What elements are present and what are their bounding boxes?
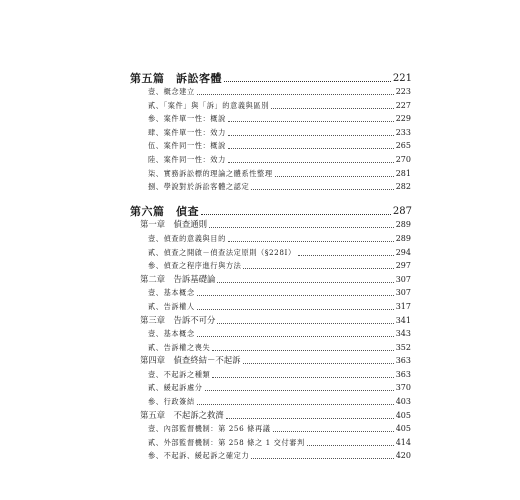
dot-leader [228, 240, 394, 242]
toc-section-entry [0, 381, 411, 395]
toc-chapter-entry [0, 272, 411, 286]
dot-leader [251, 188, 393, 190]
toc-section-entry [0, 231, 411, 245]
dot-leader [205, 389, 394, 391]
toc-chapter-entry [0, 354, 411, 368]
dot-leader [209, 226, 394, 228]
toc-chapter-entry-title: 第四章 偵查終結－不起訴 [140, 355, 241, 366]
dot-leader [197, 308, 394, 310]
table-of-contents [0, 66, 520, 462]
dot-leader [251, 457, 393, 459]
toc-section-entry-title: 參、偵查之程序進行與方法 [148, 261, 242, 271]
toc-part-heading-page-number: 221 [392, 72, 412, 84]
toc-chapter-entry-page-number: 307 [395, 274, 411, 284]
toc-section-entry [0, 245, 411, 259]
toc-chapter-entry-page-number: 405 [395, 410, 411, 420]
dot-leader [212, 349, 393, 351]
toc-section-entry [0, 367, 411, 381]
toc-section-entry [0, 85, 411, 99]
toc-section-entry [0, 180, 411, 194]
toc-chapter-entry-page-number: 289 [395, 220, 411, 230]
toc-part-heading-title: 第五篇 訴訟客體 [130, 71, 222, 85]
toc-chapter-entry-page-number: 341 [395, 315, 411, 325]
toc-section-entry-title: 陸、案件同一性：效力 [148, 155, 226, 165]
toc-section-entry-title: 壹、基本概念 [148, 288, 195, 298]
toc-chapter-entry-page-number: 363 [395, 356, 411, 366]
toc-section-entry-page-number: 414 [395, 437, 411, 447]
toc-section-entry [0, 449, 411, 463]
dot-leader [275, 175, 394, 177]
dot-leader [197, 403, 394, 405]
toc-part-heading-title: 第六篇 偵查 [130, 204, 199, 218]
toc-section-entry-page-number: 227 [395, 100, 411, 110]
dot-leader [197, 294, 394, 296]
toc-section-entry-page-number: 281 [395, 168, 411, 178]
toc-section-entry-title: 柒、實務訴訟標的理論之體系性整理 [148, 168, 273, 178]
dot-leader [212, 376, 393, 378]
toc-section-entry-title: 壹、概念建立 [148, 87, 195, 97]
toc-section-entry-title: 壹、基本概念 [148, 329, 195, 339]
toc-section-entry-title: 貳、「案件」與「訴」的意義與區別 [148, 100, 270, 110]
toc-section-entry-page-number: 233 [395, 127, 411, 137]
toc-section-entry-title: 參、不起訴、緩起訴之確定力 [148, 451, 250, 461]
toc-section-entry-title: 貳、偵查之開啟－偵查法定原則（§228Ⅰ） [148, 247, 296, 257]
toc-section-entry-page-number: 363 [395, 369, 411, 379]
toc-section-entry-title: 參、案件單一性：概說 [148, 114, 226, 124]
dot-leader [307, 444, 394, 446]
toc-section-entry-page-number: 297 [395, 261, 411, 271]
toc-chapter-entry [0, 408, 411, 422]
toc-chapter-entry-title: 第二章 告訴基礎論 [140, 273, 216, 284]
toc-section-entry [0, 125, 411, 139]
toc-section-entry-title: 參、行政簽結 [148, 397, 195, 407]
toc-section-entry [0, 166, 411, 180]
dot-leader [243, 267, 393, 269]
dot-leader [217, 281, 393, 283]
dot-leader [228, 134, 394, 136]
toc-part-heading [0, 66, 412, 85]
toc-section-entry-page-number: 223 [395, 87, 411, 97]
toc-section-entry-page-number: 403 [395, 397, 411, 407]
toc-section-entry [0, 299, 411, 313]
dot-leader [201, 213, 391, 215]
toc-section-entry-title: 肆、案件單一性：效力 [148, 127, 226, 137]
toc-section-entry-page-number: 420 [395, 451, 411, 461]
toc-section-entry-title: 壹、內部監督機制：第 256 條再議 [148, 424, 271, 434]
toc-section-entry [0, 98, 411, 112]
dot-leader [298, 254, 394, 256]
toc-section-entry [0, 422, 411, 436]
toc-section-entry-page-number: 405 [395, 424, 411, 434]
toc-section-entry [0, 259, 411, 273]
toc-section-entry-page-number: 294 [395, 247, 411, 257]
toc-section-entry [0, 340, 411, 354]
dot-leader [243, 362, 394, 364]
toc-chapter-entry-title: 第一章 偵查通則 [140, 219, 207, 230]
toc-section-entry-page-number: 343 [395, 329, 411, 339]
toc-section-entry [0, 112, 411, 126]
toc-section-entry [0, 152, 411, 166]
toc-section-entry-title: 捌、學說對於訴訟客體之認定 [148, 182, 250, 192]
dot-leader [217, 322, 393, 324]
dot-leader [228, 120, 394, 122]
toc-section-entry [0, 394, 411, 408]
dot-leader [271, 107, 394, 109]
toc-chapter-entry [0, 313, 411, 327]
toc-section-entry [0, 327, 411, 341]
dot-leader [197, 93, 394, 95]
toc-section-entry-page-number: 352 [395, 342, 411, 352]
toc-section-entry [0, 435, 411, 449]
toc-section-entry [0, 139, 411, 153]
dot-leader [228, 161, 394, 163]
toc-section-entry-page-number: 370 [395, 383, 411, 393]
toc-section-entry-title: 伍、案件同一性：概說 [148, 141, 226, 151]
dot-leader [226, 417, 394, 419]
toc-chapter-entry-title: 第三章 告訴不可分 [140, 314, 216, 325]
toc-section-entry-title: 壹、不起訴之種類 [148, 369, 211, 379]
toc-section-entry-page-number: 307 [395, 288, 411, 298]
dot-leader [197, 335, 394, 337]
toc-section-entry-title: 貳、告訴權人 [148, 301, 195, 311]
toc-section-entry-title: 貳、緩起訴處分 [148, 383, 203, 393]
toc-part-heading [0, 199, 412, 218]
toc-section-entry-title: 貳、外部監督機制：第 258 條之 1 交付審判 [148, 437, 305, 447]
toc-section-entry-page-number: 317 [395, 301, 411, 311]
toc-section-entry-title: 壹、偵查的意義與目的 [148, 233, 226, 243]
toc-chapter-entry [0, 218, 411, 232]
toc-section-entry [0, 286, 411, 300]
dot-leader [224, 80, 391, 82]
toc-chapter-entry-title: 第五章 不起訴之救濟 [140, 409, 224, 420]
toc-section-entry-page-number: 229 [395, 114, 411, 124]
toc-section-entry-page-number: 265 [395, 141, 411, 151]
toc-section-entry-page-number: 282 [395, 182, 411, 192]
toc-section-entry-title: 貳、告訴權之喪失 [148, 342, 211, 352]
toc-section-entry-page-number: 270 [395, 155, 411, 165]
dot-leader [228, 147, 394, 149]
toc-section-entry-page-number: 289 [395, 233, 411, 243]
toc-part-heading-page-number: 287 [392, 205, 412, 217]
dot-leader [273, 430, 394, 432]
